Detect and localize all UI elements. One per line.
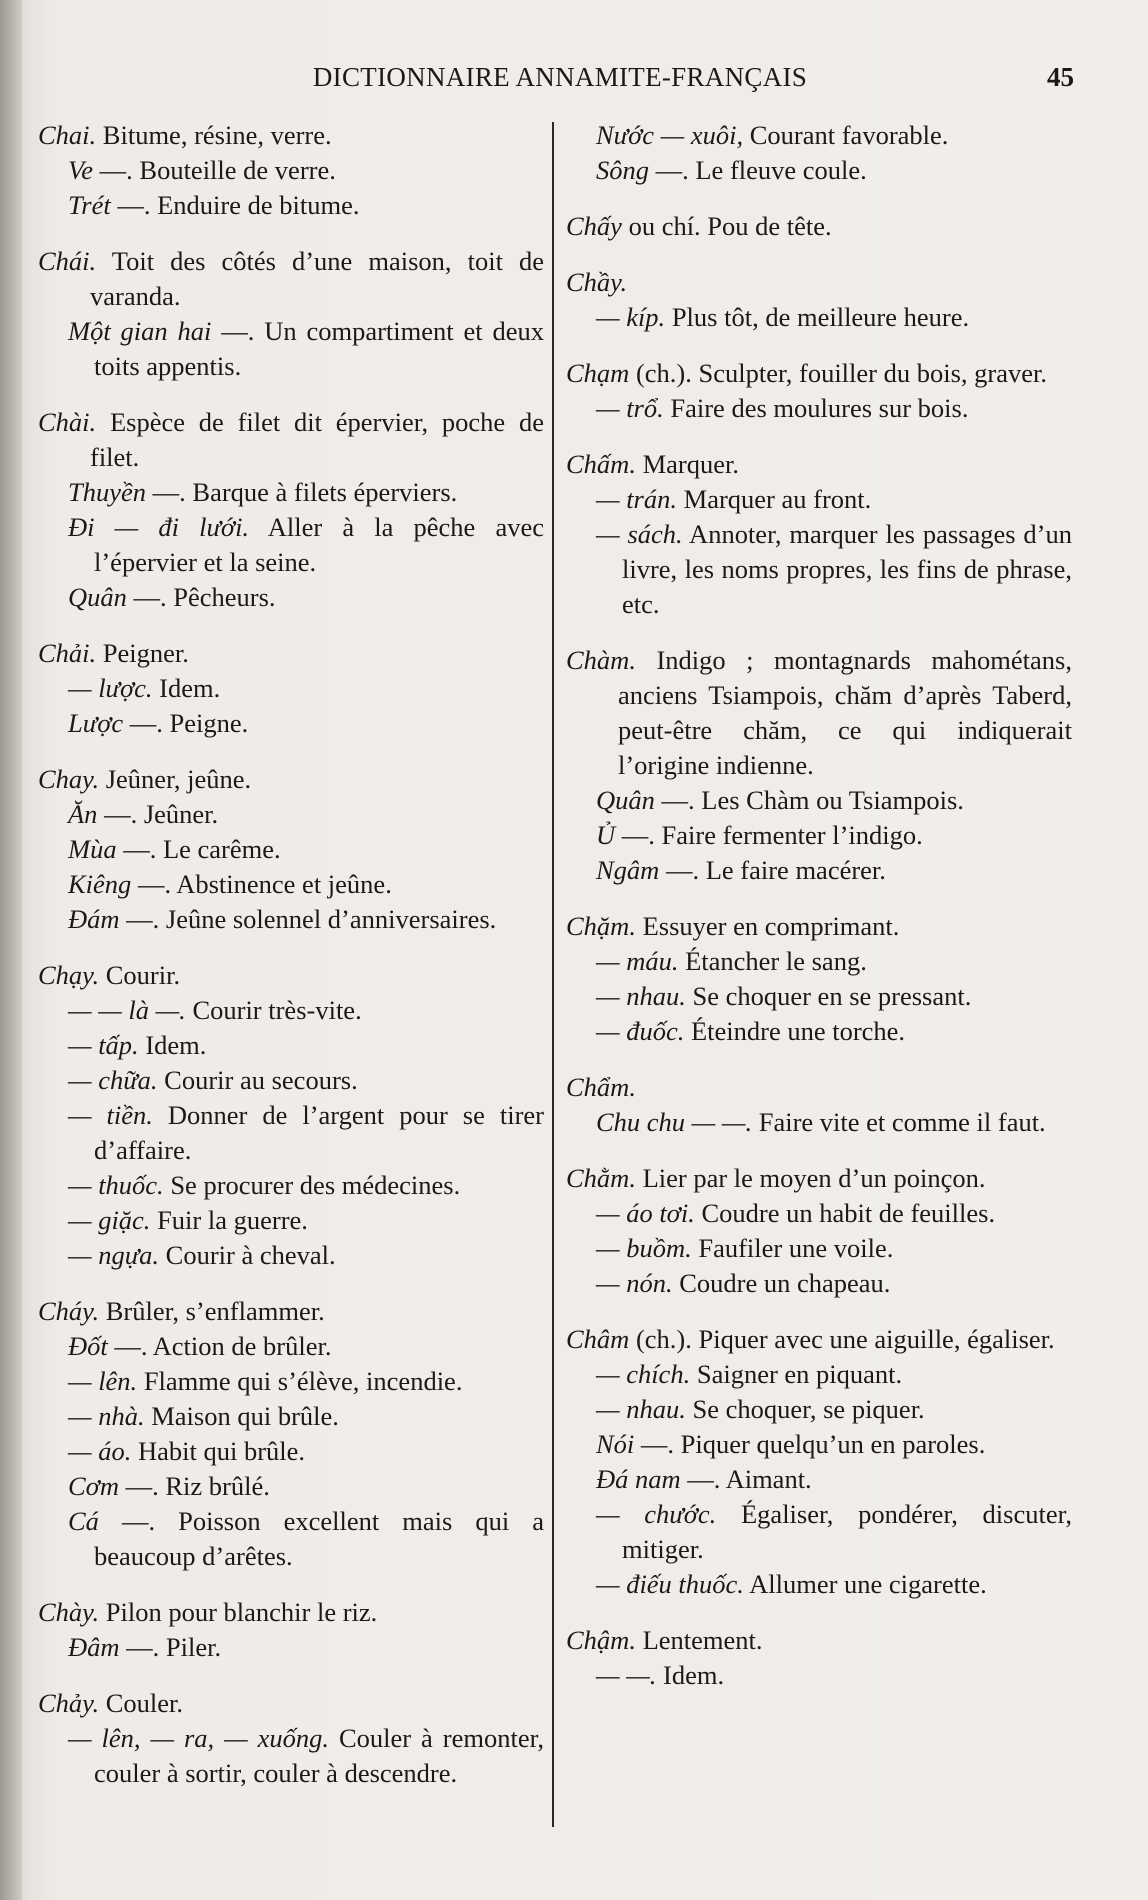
sub-entry [568, 1567, 1072, 1602]
headword: Chạm [566, 358, 630, 388]
sub-term: Chu chu — —. [596, 1107, 753, 1137]
dictionary-entry [38, 1294, 544, 1574]
sub-definition: —. Le fleuve coule. [649, 155, 867, 185]
headword-line [38, 1294, 544, 1329]
sub-term: Ngâm [596, 855, 660, 885]
left-column [38, 118, 544, 1812]
headword-line [566, 1322, 1072, 1357]
sub-definition: Se procurer des médecines. [163, 1170, 461, 1200]
headword-line [38, 762, 544, 797]
sub-definition: —. Pêcheurs. [126, 582, 276, 612]
sub-term: — đuốc. [596, 1016, 685, 1046]
running-header: DICTIONNAIRE ANNAMITE-FRANÇAIS [312, 62, 808, 92]
headword: Chảy. [38, 1688, 100, 1718]
definition: Toit des côtés d’une maison, toit de varanda. [90, 246, 544, 311]
definition: Espèce de filet dit épervier, poche de filet. [90, 407, 544, 472]
sub-definition: Fuir la guerre. [150, 1205, 308, 1235]
sub-entry [40, 1364, 544, 1399]
sub-term: Nói [596, 1429, 635, 1459]
sub-entry [40, 1168, 544, 1203]
sub-entry [568, 482, 1072, 517]
sub-definition: —. Poisson excellent mais qui a beaucoup d’arêtes. [94, 1506, 544, 1571]
sub-definition: —. Un compartiment et deux toits appentis. [94, 316, 544, 381]
sub-definition: —. Abstinence et jeûne. [131, 869, 392, 899]
sub-definition: Saigner en piquant. [690, 1359, 903, 1389]
sub-term: — điếu thuốc. [596, 1569, 744, 1599]
headword: Cháy. [38, 1296, 100, 1326]
sub-term: — máu. [596, 946, 679, 976]
sub-term: Đá nam [596, 1464, 681, 1494]
dictionary-entry [566, 1322, 1072, 1602]
sub-entry [40, 1238, 544, 1273]
sub-entry [40, 1469, 544, 1504]
sub-term: Cơm [68, 1471, 119, 1501]
headword: Chầy. [566, 267, 628, 297]
sub-entry [568, 300, 1072, 335]
sub-term: Ăn [68, 799, 98, 829]
sub-entry [40, 1063, 544, 1098]
headword-line [38, 405, 544, 475]
sub-definition: —. Faire fermenter l’indigo. [615, 820, 923, 850]
sub-definition: Plus tôt, de meilleure heure. [665, 302, 970, 332]
dictionary-entry [566, 209, 1072, 244]
sub-definition: —. Jeûner. [97, 799, 219, 829]
sub-entry [40, 314, 544, 384]
sub-definition: Faire des moulures sur bois. [663, 393, 969, 423]
sub-term: Đám [68, 904, 120, 934]
sub-entry [568, 783, 1072, 818]
sub-definition: Éteindre une torche. [684, 1016, 906, 1046]
sub-entry [40, 902, 544, 937]
dictionary-entry [38, 762, 544, 937]
headword-line [566, 643, 1072, 783]
headword-line [38, 1686, 544, 1721]
sub-definition: —. Bouteille de verre. [93, 155, 336, 185]
sub-term: — nhau. [596, 1394, 686, 1424]
sub-term: Trét [68, 190, 111, 220]
sub-entry [40, 1504, 544, 1574]
sub-term: Thuyền [68, 477, 147, 507]
sub-term: — nhà. [68, 1401, 145, 1431]
sub-entry [568, 979, 1072, 1014]
dictionary-entry [38, 405, 544, 615]
headword-line [566, 1623, 1072, 1658]
sub-term: Nước — xuôi, [596, 120, 744, 150]
sub-entry [40, 1028, 544, 1063]
sub-term: — tấp. [68, 1030, 139, 1060]
definition: Essuyer en comprimant. [635, 911, 900, 941]
sub-entry [568, 853, 1072, 888]
headword: Chai. [38, 120, 97, 150]
sub-definition: Flamme qui s’élève, incendie. [137, 1366, 463, 1396]
sub-term: — ngựa. [68, 1240, 160, 1270]
sub-definition: —. Piler. [119, 1632, 222, 1662]
sub-definition: —. Piquer quelqu’un en paroles. [634, 1429, 986, 1459]
sub-entry [568, 1266, 1072, 1301]
definition: ou chí. Pou de tête. [621, 211, 832, 241]
sub-definition: Marquer au front. [677, 484, 872, 514]
headword: Chấm. [566, 449, 636, 479]
dictionary-entry [566, 1623, 1072, 1693]
sub-entry [40, 993, 544, 1028]
headword-line [566, 909, 1072, 944]
sub-entry [40, 1203, 544, 1238]
headword-line [38, 958, 544, 993]
dictionary-entry [38, 244, 544, 384]
sub-entry [40, 188, 544, 223]
headword: Chấy [566, 211, 622, 241]
sub-term: Ủ [596, 820, 616, 850]
headword: Chái. [38, 246, 97, 276]
sub-definition: Se choquer, se piquer. [685, 1394, 925, 1424]
sub-definition: Faire vite et comme il faut. [752, 1107, 1046, 1137]
dictionary-entry [566, 265, 1072, 335]
definition: Couler. [99, 1688, 184, 1718]
sub-entry [568, 1462, 1072, 1497]
definition: Bitume, résine, verre. [96, 120, 332, 150]
sub-definition: —. Barque à filets éperviers. [146, 477, 458, 507]
sub-term: — sách. [596, 519, 683, 549]
sub-term: — áo. [68, 1436, 132, 1466]
headword: Chàm. [566, 645, 636, 675]
sub-entry [40, 671, 544, 706]
sub-definition: Idem. [138, 1030, 207, 1060]
headword: Chằm. [566, 1163, 636, 1193]
headword-line [566, 356, 1072, 391]
headword: Chay. [38, 764, 100, 794]
sub-definition: Courir au secours. [157, 1065, 358, 1095]
sub-entry [40, 1329, 544, 1364]
sub-term: Quân [596, 785, 655, 815]
sub-entry [568, 1231, 1072, 1266]
sub-entry [40, 706, 544, 741]
sub-term: Đâm [68, 1632, 120, 1662]
dictionary-entry [566, 1070, 1072, 1140]
sub-definition: Égaliser, pondérer, discuter, mitiger. [622, 1499, 1073, 1564]
sub-definition: —. Le carême. [116, 834, 281, 864]
sub-entry [40, 1399, 544, 1434]
headword-line [566, 1161, 1072, 1196]
sub-term: Ve [68, 155, 94, 185]
sub-entry [568, 1105, 1072, 1140]
definition: Jeûner, jeûne. [99, 764, 252, 794]
definition: (ch.). Piquer avec une aiguille, égaliser. [629, 1324, 1055, 1354]
dictionary-entry [566, 909, 1072, 1049]
headword: Chạy. [38, 960, 100, 990]
sub-entry [40, 1434, 544, 1469]
sub-entry [568, 1196, 1072, 1231]
sub-term: — chích. [596, 1359, 691, 1389]
headword: Chài. [38, 407, 97, 437]
sub-definition: Maison qui brûle. [144, 1401, 339, 1431]
sub-term: Mùa [68, 834, 117, 864]
sub-definition: —. Les Chàm ou Tsiampois. [654, 785, 964, 815]
headword: Châm [566, 1324, 630, 1354]
definition: Marquer. [635, 449, 739, 479]
sub-term: — áo tơi. [596, 1198, 695, 1228]
sub-entry [40, 832, 544, 867]
dictionary-entry [38, 636, 544, 741]
sub-entry [568, 944, 1072, 979]
headword-line [38, 1595, 544, 1630]
sub-definition: —. Aimant. [680, 1464, 812, 1494]
definition: (ch.). Sculpter, fouiller du bois, graver. [629, 358, 1048, 388]
dictionary-entry [38, 118, 544, 223]
sub-entry [568, 118, 1072, 153]
binding-edge [0, 0, 22, 1900]
sub-definition: Donner de l’argent pour se tirer d’affaire. [94, 1100, 544, 1165]
headword: Chặm. [566, 911, 636, 941]
sub-entry [40, 867, 544, 902]
right-column [566, 118, 1072, 1714]
sub-definition: Se choquer en se pressant. [685, 981, 972, 1011]
dictionary-entry [566, 1161, 1072, 1301]
headword-line [566, 209, 1072, 244]
sub-definition: —. Action de brûler. [107, 1331, 332, 1361]
headword-line [38, 244, 544, 314]
sub-term: — tiền. [68, 1100, 153, 1130]
sub-term: — chước. [596, 1499, 717, 1529]
sub-definition: Coudre un chapeau. [672, 1268, 891, 1298]
sub-definition: Courir très-vite. [185, 995, 362, 1025]
sub-definition: Idem. [656, 1660, 725, 1690]
sub-entry [568, 517, 1072, 622]
headword-line [566, 1070, 1072, 1105]
sub-definition: —. Jeûne solennel d’anniversaires. [119, 904, 497, 934]
sub-entry [40, 153, 544, 188]
column-divider [552, 122, 554, 1827]
sub-term: — — là —. [68, 995, 186, 1025]
page-number: 45 [1047, 62, 1074, 92]
sub-entry [568, 1392, 1072, 1427]
sub-term: — nhau. [596, 981, 686, 1011]
sub-term: Kiêng [68, 869, 132, 899]
definition: Lentement. [635, 1625, 763, 1655]
definition: Lier par le moyen d’un poinçon. [635, 1163, 986, 1193]
definition: Indigo ; montagnards mahométans, anciens Tsiampois, chăm d’après Taberd, peut-être chăm, ce qui indiquerait l’origine indienne. [618, 645, 1072, 780]
sub-term: — lược. [68, 673, 153, 703]
sub-term: Cá [68, 1506, 99, 1536]
sub-term: Lược [68, 708, 124, 738]
sub-term: — chữa. [68, 1065, 158, 1095]
sub-term: — giặc. [68, 1205, 151, 1235]
dictionary-entry [38, 958, 544, 1273]
sub-term: Sông [596, 155, 649, 185]
headword-line [566, 265, 1072, 300]
sub-term: — thuốc. [68, 1170, 164, 1200]
sub-entry [568, 1427, 1072, 1462]
headword: Chày. [38, 1597, 100, 1627]
sub-entry [40, 1098, 544, 1168]
sub-term: — kíp. [596, 302, 666, 332]
headword-line [38, 118, 544, 153]
sub-definition: Allumer une cigarette. [743, 1569, 987, 1599]
sub-entry [40, 1721, 544, 1791]
sub-entry [568, 153, 1072, 188]
headword: Chậm. [566, 1625, 636, 1655]
dictionary-entry [38, 1595, 544, 1665]
dictionary-entry [566, 643, 1072, 888]
sub-term: Đi — đi lưới. [68, 512, 250, 542]
dictionary-entry [566, 118, 1072, 188]
sub-entry [568, 1014, 1072, 1049]
sub-entry [40, 475, 544, 510]
sub-entry [40, 797, 544, 832]
sub-entry [568, 1658, 1072, 1693]
sub-term: — trổ. [596, 393, 664, 423]
sub-term: — buồm. [596, 1233, 692, 1263]
sub-entry [568, 818, 1072, 853]
definition: Pilon pour blanchir le riz. [99, 1597, 378, 1627]
definition: Courir. [99, 960, 181, 990]
sub-definition: Couler à remonter, couler à sortir, couler à descendre. [94, 1723, 544, 1788]
dictionary-entry [566, 356, 1072, 426]
sub-definition: Courant favorable. [743, 120, 949, 150]
sub-entry [568, 1357, 1072, 1392]
definition: Brûler, s’enflammer. [99, 1296, 325, 1326]
sub-term: — nón. [596, 1268, 673, 1298]
sub-definition: Faufiler une voile. [691, 1233, 894, 1263]
sub-entry [40, 580, 544, 615]
sub-entry [568, 391, 1072, 426]
headword: Chẩm. [566, 1072, 636, 1102]
sub-definition: —. Riz brûlé. [118, 1471, 270, 1501]
sub-definition: Habit qui brûle. [131, 1436, 306, 1466]
sub-entry [40, 1630, 544, 1665]
sub-definition: Annoter, marquer les passages d’un livre, les noms propres, les fins de phrase, etc. [622, 519, 1072, 619]
sub-definition: Courir à cheval. [159, 1240, 336, 1270]
sub-definition: Aller à la pêche avec l’épervier et la seine. [94, 512, 544, 577]
sub-definition: —. Le faire macérer. [659, 855, 886, 885]
sub-term: Đốt [68, 1331, 108, 1361]
dictionary-entry [566, 447, 1072, 622]
dictionary-entry [38, 1686, 544, 1791]
headword: Chải. [38, 638, 97, 668]
sub-entry [568, 1497, 1072, 1567]
sub-term: Quân [68, 582, 127, 612]
sub-definition: Idem. [152, 673, 221, 703]
sub-term: Một gian hai [68, 316, 212, 346]
definition: Peigner. [96, 638, 189, 668]
sub-term: — trán. [596, 484, 677, 514]
sub-term: — lên. [68, 1366, 138, 1396]
headword-line [38, 636, 544, 671]
sub-definition: Coudre un habit de feuilles. [694, 1198, 996, 1228]
sub-definition: —. Enduire de bitume. [110, 190, 360, 220]
sub-term: — —. [596, 1660, 657, 1690]
sub-term: — lên, — ra, — xuống. [68, 1723, 330, 1753]
sub-definition: —. Peigne. [123, 708, 249, 738]
sub-entry [40, 510, 544, 580]
headword-line [566, 447, 1072, 482]
sub-definition: Étancher le sang. [678, 946, 867, 976]
